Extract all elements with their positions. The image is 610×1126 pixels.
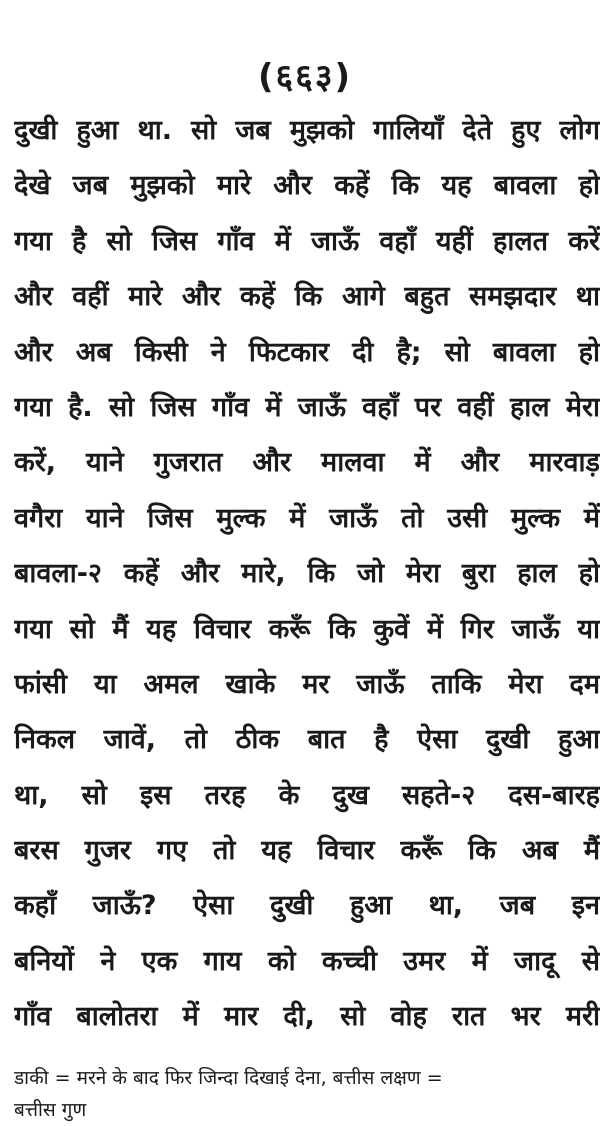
text-line: बावला-२ कहें और मारे, कि जो मेरा बुरा हाल हो	[14, 558, 600, 590]
text-line: देखे जब मुझको मारे और कहें कि यह बावला हो	[14, 170, 600, 202]
text-line: करें, याने गुजरात और मालवा में और मारवाड़	[14, 447, 600, 479]
text-line: और वहीं मारे और कहें कि आगे बहुत समझदार था	[14, 281, 600, 313]
text-line: और अब किसी ने फिटकार दी है; सो बावला हो	[14, 336, 600, 368]
text-line: गया है. सो जिस गाँव में जाऊँ वहाँ पर वहीं हाल मेरा	[14, 391, 600, 423]
footnote-line: बत्तीस गुण	[14, 1099, 87, 1121]
text-line: निकल जावें, तो ठीक बात है ऐसा दुखी हुआ	[14, 724, 600, 756]
text-line: गाँव बालोतरा में मार दी, सो वोह रात भर मरी	[14, 1001, 600, 1033]
page-number: (६६३)	[257, 57, 353, 97]
text-line: गया सो मैं यह विचार करूँ कि कुवें में गिर जाऊँ या	[14, 613, 600, 645]
footnote	[14, 1062, 600, 1126]
text-line: गया है सो जिस गाँव में जाऊँ वहाँ यहीं हालत करें	[14, 225, 600, 257]
text-line: बरस गुजर गए तो यह विचार करूँ कि अब मैं	[14, 835, 600, 867]
body-text	[14, 103, 600, 1045]
text-line: कहाँ जाऊँ? ऐसा दुखी हुआ था, जब इन	[14, 890, 600, 922]
text-line: फांसी या अमल खाके मर जाऊँ ताकि मेरा दम	[14, 668, 600, 700]
text-line: था, सो इस तरह के दुख सहते-२ दस-बारह	[14, 779, 600, 811]
text-line: दुखी हुआ था. सो जब मुझको गालियाँ देते हुए लोग	[14, 115, 600, 146]
text-line: बनियों ने एक गाय को कच्ची उमर में जादू से	[14, 945, 600, 977]
footnote-line: डाकी = मरने के बाद फिर जिन्दा दिखाई देना, बत्तीस लक्षण =	[14, 1067, 443, 1089]
text-line: वगैरा याने जिस मुल्क में जाऊँ तो उसी मुल्क में	[14, 502, 600, 534]
